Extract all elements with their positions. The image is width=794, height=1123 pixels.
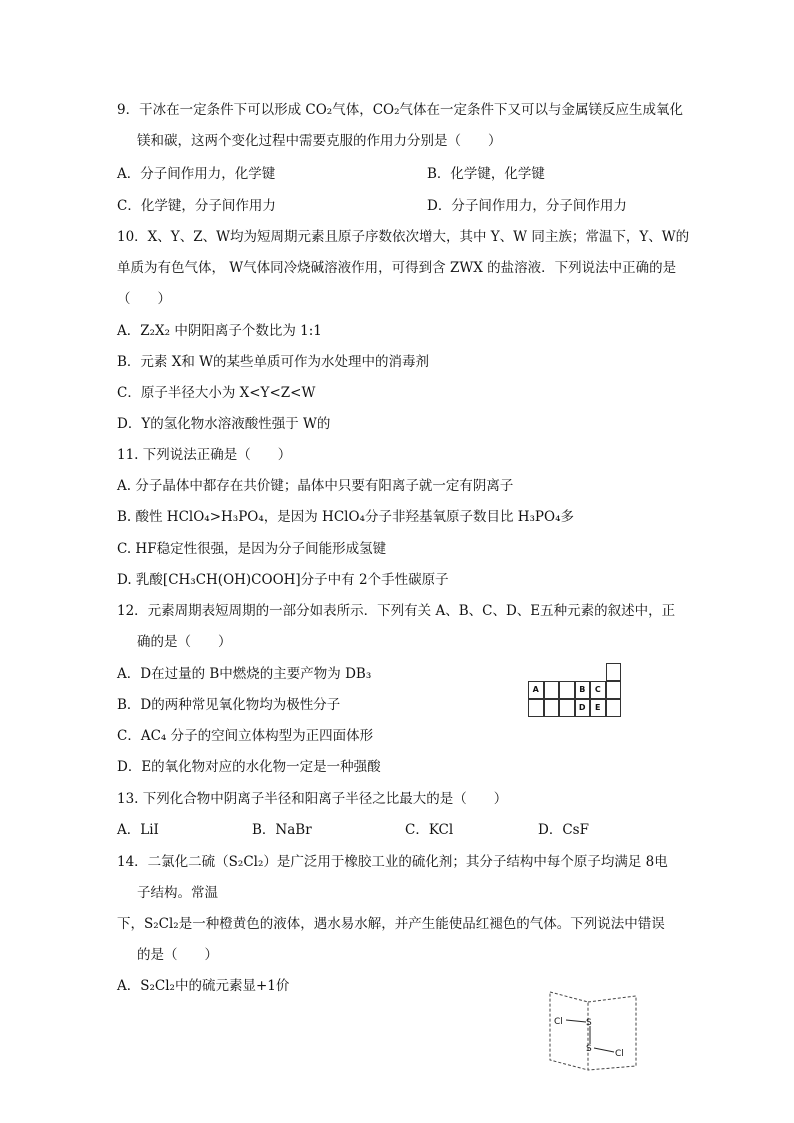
q14-stem-line2: 子结构。常温 xyxy=(137,885,218,901)
atom-s-2: S xyxy=(586,1044,592,1054)
ptable-cell xyxy=(544,681,560,699)
s2cl2-structure-diagram xyxy=(548,988,640,1074)
bond-cl-s xyxy=(566,1020,586,1022)
ptable-cell-d: D xyxy=(575,699,591,717)
ptable-cell-b: B xyxy=(575,681,591,699)
q12-option-a: A．D在过量的 B中燃烧的主要产物为 DB₃ xyxy=(117,666,372,682)
q13-stem: 13. 下列化合物中阴离子半径和阳离子半径之比最大的是（ ） xyxy=(117,791,508,807)
q13-option-a: A．LiI xyxy=(117,822,159,838)
atom-cl-1: Cl xyxy=(554,1017,563,1027)
q14-stem-line4: 的是（ ） xyxy=(137,947,218,963)
q13-option-d: D．CsF xyxy=(538,822,589,838)
q9-option-a: A．分子间作用力，化学键 xyxy=(117,166,276,182)
q10-option-a: A．Z₂X₂ 中阴阳离子个数比为 1:1 xyxy=(117,323,322,339)
q13-option-c: C．KCl xyxy=(405,822,454,838)
q10-option-c: C．原子半径大小为 X<Y<Z<W xyxy=(117,385,316,401)
q14-stem-line1: 14．二氯化二硫（S₂Cl₂）是广泛用于橡胶工业的硫化剂；其分子结构中每个原子均满足 8电 xyxy=(117,854,668,870)
q11-option-b: B. 酸性 HClO₄>H₃PO₄，是因为 HClO₄分子非羟基氧原子数目比 H₃PO₄多 xyxy=(117,509,574,525)
right-plane xyxy=(588,996,636,1070)
q9-option-b: B．化学键，化学键 xyxy=(427,166,545,182)
ptable-cell-a: A xyxy=(528,681,544,699)
atom-cl-2: Cl xyxy=(615,1049,624,1059)
ptable-cell xyxy=(606,663,622,681)
ptable-cell-e: E xyxy=(590,699,606,717)
q10-option-b: B．元素 X和 W的某些单质可作为水处理中的消毒剂 xyxy=(117,354,429,370)
bond-s-cl xyxy=(594,1048,614,1052)
ptable-cell xyxy=(528,699,544,717)
q12-stem-line2: 确的是（ ） xyxy=(137,634,232,650)
q10-stem-line2: 单质为有色气体， W气体同冷烧碱溶液作用，可得到含 ZWX 的盐溶液．下列说法中正确的是 xyxy=(117,260,677,276)
q12-option-b: B．D的两种常见氧化物均为极性分子 xyxy=(117,697,341,713)
q11-option-a: A. 分子晶体中都存在共价键；晶体中只要有阳离子就一定有阴离子 xyxy=(117,478,514,494)
q11-option-d: D. 乳酸[CH₃CH(OH)COOH]分子中有 2个手性碳原子 xyxy=(117,572,449,588)
q12-option-c: C．AC₄ 分子的空间立体构型为正四面体形 xyxy=(117,728,374,744)
ptable-cell xyxy=(544,699,560,717)
ptable-cell xyxy=(559,681,575,699)
q10-stem-line3: （ ） xyxy=(117,291,171,307)
q10-option-d: D．Y的氢化物水溶液酸性强于 W的 xyxy=(117,416,331,432)
atom-s-1: S xyxy=(586,1018,592,1028)
q9-stem-line1: 9．干冰在一定条件下可以形成 CO₂气体，CO₂气体在一定条件下又可以与金属镁反应生成氧化 xyxy=(117,102,683,118)
ptable-cell xyxy=(606,681,622,699)
q13-option-b: B．NaBr xyxy=(252,822,312,838)
left-plane xyxy=(550,992,588,1070)
q14-option-a: A．S₂Cl₂中的硫元素显+1价 xyxy=(117,978,290,994)
q11-option-c: C. HF稳定性很强，是因为分子间能形成氢键 xyxy=(117,541,387,557)
ptable-cell xyxy=(559,699,575,717)
q9-option-d: D．分子间作用力，分子间作用力 xyxy=(427,198,627,214)
q12-stem-line1: 12．元素周期表短周期的一部分如表所示．下列有关 A、B、C、D、E五种元素的叙述中，正 xyxy=(117,603,676,619)
q9-option-c: C．化学键，分子间作用力 xyxy=(117,198,276,214)
q12-option-d: D．E的氧化物对应的水化物一定是一种强酸 xyxy=(117,759,381,775)
q9-stem-line2: 镁和碳，这两个变化过程中需要克服的作用力分别是（ ） xyxy=(137,133,502,149)
q14-stem-line3: 下，S₂Cl₂是一种橙黄色的液体，遇水易水解，并产生能使品红褪色的气体。下列说法中错误 xyxy=(117,916,665,932)
ptable-cell xyxy=(606,699,622,717)
q11-stem: 11. 下列说法正确是（ ） xyxy=(117,447,292,463)
q10-stem-line1: 10．X、Y、Z、W均为短周期元素且原子序数依次增大，其中 Y、W 同主族；常温下，Y、W的 xyxy=(117,229,690,245)
periodic-table-fragment xyxy=(528,663,628,721)
ptable-cell-c: C xyxy=(590,681,606,699)
